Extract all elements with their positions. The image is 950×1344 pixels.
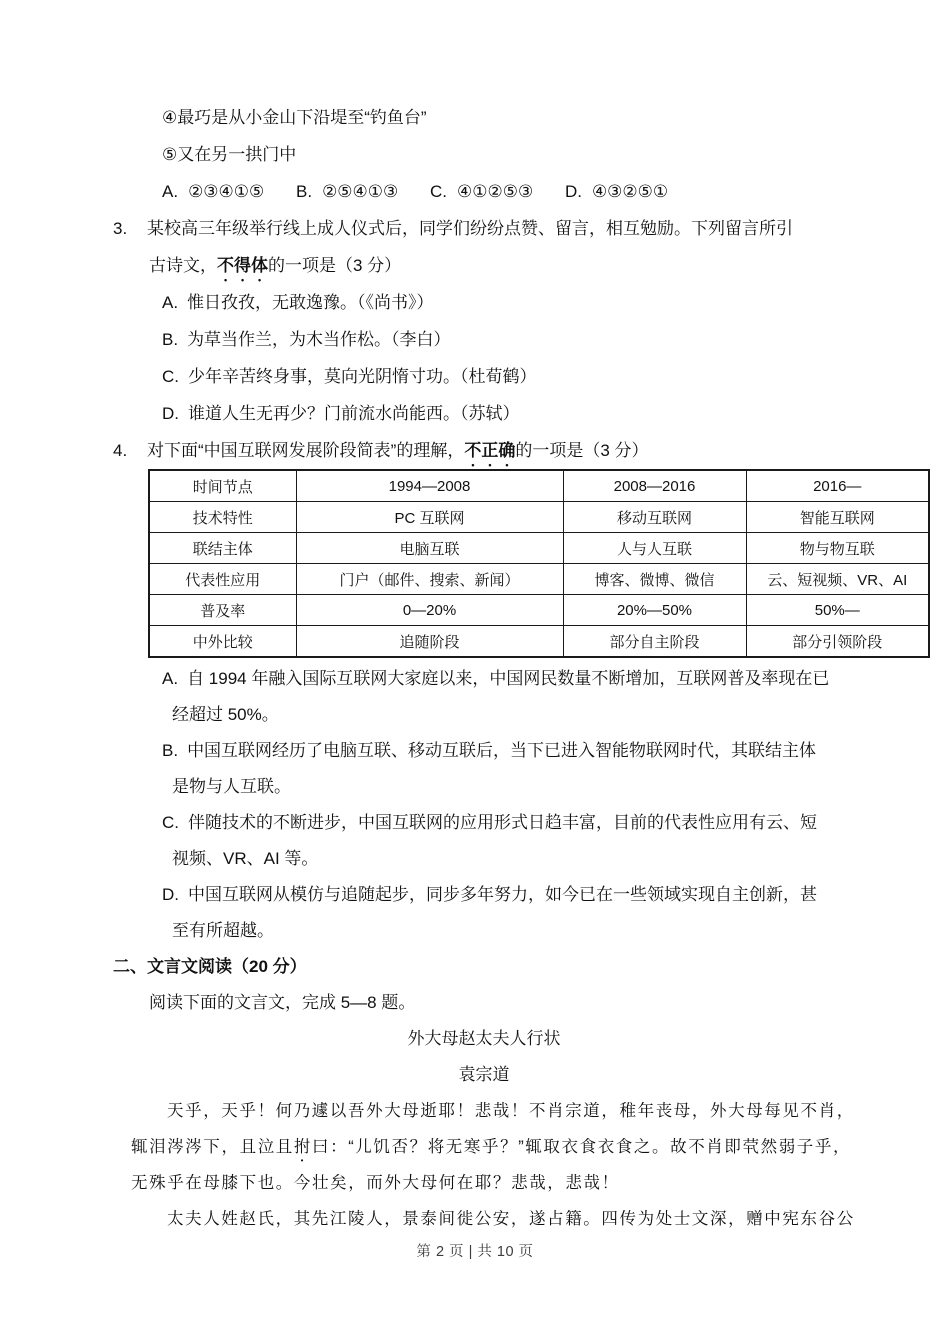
q3-option-c-text: 少年辛苦终身事，莫向光阴惰寸功。（杜荀鹤） — [188, 367, 537, 386]
table-cell: 电脑互联 — [296, 533, 563, 564]
q3-stem-text: 某校高三年级举行线上成人仪式后，同学们纷纷点赞、留言，相互勉励。下列留言所引 — [147, 219, 793, 238]
q2-options-row — [113, 173, 855, 210]
q4-option-c-label: C. — [162, 813, 179, 832]
q4-option-c-line1 — [113, 805, 855, 841]
table-row — [149, 502, 929, 533]
lower-section — [113, 661, 855, 1237]
q4-option-a-line2: 经超过 50%。 — [172, 705, 279, 724]
table-cell: 联结主体 — [149, 533, 296, 564]
q3-stem — [113, 210, 855, 247]
q3-stem-emphasis: 不得体 — [217, 256, 268, 275]
q4-stem-post: 的一项是（3 分） — [515, 441, 649, 460]
q3-stem-cont — [113, 247, 855, 284]
q3-option-a — [113, 284, 855, 321]
q2-option-a — [162, 182, 264, 201]
passage-para1-line3: 无殊乎在母膝下也。今壮矣，而外大母何在耶？悲哉，悲哉！ — [131, 1174, 620, 1192]
table-cell: 普及率 — [149, 595, 296, 626]
q4-option-b-text1: 中国互联网经历了电脑互联、移动互联后，当下已进入智能物联网时代，其联结主体 — [187, 741, 817, 760]
q2-option-b — [296, 182, 398, 201]
q2-option-a-value: ②③④①⑤ — [188, 182, 265, 201]
q4-stem-pre: 对下面“中国互联网发展阶段简表”的理解， — [147, 441, 465, 460]
q3-option-b-text: 为草当作兰，为木当作松。（李白） — [187, 330, 451, 349]
passage-para1-line2-post: 曰：“儿饥否？将无寒乎？”辄取衣食衣食之。故不肖即茕然弱子乎， — [312, 1138, 852, 1156]
table-cell: 门户（邮件、搜索、新闻） — [296, 564, 563, 595]
q4-option-b-line2: 是物与人互联。 — [172, 777, 291, 796]
table-cell: 1994—2008 — [296, 470, 563, 502]
q4-stem-emphasis: 不正确 — [464, 441, 516, 460]
q3-option-b-label: B. — [162, 330, 179, 349]
table-cell: 2008—2016 — [563, 470, 746, 502]
q3-stem-cont-post: 的一项是（3 分） — [268, 256, 402, 275]
passage-para1-line2-emphasis: 拊 — [293, 1138, 313, 1156]
q4-option-a-label: A. — [162, 669, 179, 688]
passage-para1-line2-pre: 辄泪涔涔下，且泣且 — [131, 1138, 294, 1156]
q2-option-c-label: C. — [430, 182, 447, 201]
q4-option-d-text1: 中国互联网从模仿与追随起步，同步多年努力，如今已在一些领域实现自主创新，甚 — [188, 885, 817, 904]
table-row — [149, 564, 929, 595]
table-row — [149, 595, 929, 626]
q3-option-c — [113, 358, 855, 395]
q3-option-d-text: 谁道人生无再少？门前流水尚能西。（苏轼） — [188, 404, 520, 423]
table-cell: 追随阶段 — [296, 626, 563, 658]
classical-passage — [113, 1093, 855, 1237]
table-cell: 人与人互联 — [563, 533, 746, 564]
q3-option-d — [113, 395, 855, 432]
passage-para1-line2 — [113, 1129, 855, 1165]
q3-number: 3. — [113, 219, 128, 238]
q4-option-d-line2: 至有所超越。 — [172, 921, 274, 940]
table-cell: 2016— — [746, 470, 929, 502]
table-cell: 部分引领阶段 — [746, 626, 929, 658]
table-cell: 中外比较 — [149, 626, 296, 658]
q3-option-b — [113, 321, 855, 358]
table-cell: PC 互联网 — [296, 502, 563, 533]
q3-option-c-label: C. — [162, 367, 179, 386]
q2-option-b-label: B. — [296, 182, 313, 201]
table-cell: 智能互联网 — [746, 502, 929, 533]
q4-option-b-line1 — [113, 733, 855, 769]
q3-option-a-text: 惟日孜孜，无敢逸豫。（《尚书》） — [187, 293, 434, 312]
table-cell: 20%—50% — [563, 595, 746, 626]
internet-stage-table — [148, 469, 930, 658]
q4-option-d-line1 — [113, 877, 855, 913]
page-footer: 第 2 页 | 共 10 页 — [416, 1244, 534, 1260]
passage-para2-line1: 太夫人姓赵氏，其先江陵人，景泰间徙公安，遂占籍。四传为处士文深，赠中宪东谷公 — [167, 1210, 855, 1228]
table-cell: 云、短视频、VR、AI — [746, 564, 929, 595]
q4-option-c-text1: 伴随技术的不断进步，中国互联网的应用形式日趋丰富，目前的代表性应用有云、短 — [188, 813, 817, 832]
table-cell: 代表性应用 — [149, 564, 296, 595]
passage-title: 外大母赵太夫人行状 — [407, 1029, 561, 1048]
q2-option-c-value: ④①②⑤③ — [457, 182, 534, 201]
passage-para1-line1: 天乎，天乎！何乃遽以吾外大母逝耶！悲哉！不肖宗道，稚年丧母，外大母每见不肖， — [167, 1102, 855, 1120]
q2-item-4: ④最巧是从小金山下沿堤至“钓鱼台” — [162, 108, 427, 127]
q2-option-a-label: A. — [162, 182, 179, 201]
q4-option-d-label: D. — [162, 885, 179, 904]
passage-author: 袁宗道 — [458, 1065, 510, 1084]
table-cell: 移动互联网 — [563, 502, 746, 533]
q2-option-d — [565, 182, 668, 201]
table-row — [149, 533, 929, 564]
table-cell: 时间节点 — [149, 470, 296, 502]
table-cell: 0—20% — [296, 595, 563, 626]
q4-stem — [113, 432, 855, 469]
table-cell: 技术特性 — [149, 502, 296, 533]
table-cell: 博客、微博、微信 — [563, 564, 746, 595]
section-2-intro: 阅读下面的文言文，完成 5—8 题。 — [149, 993, 416, 1012]
table-cell: 50%— — [746, 595, 929, 626]
q2-option-b-value: ②⑤④①③ — [322, 182, 399, 201]
q2-option-d-value: ④③②⑤① — [591, 182, 669, 201]
q3-option-d-label: D. — [162, 404, 179, 423]
table-row — [149, 470, 929, 502]
q4-number: 4. — [113, 441, 128, 460]
table-cell: 物与物互联 — [746, 533, 929, 564]
q2-item-5: ⑤又在另一拱门中 — [162, 145, 297, 164]
q4-option-a-line1 — [113, 661, 855, 697]
table-cell: 部分自主阶段 — [563, 626, 746, 658]
q4-option-a-text1: 自 1994 年融入国际互联网大家庭以来，中国网民数量不断增加，互联网普及率现在已 — [187, 669, 830, 688]
table-row — [149, 626, 929, 658]
q3-option-a-label: A. — [162, 293, 179, 312]
q4-option-b-label: B. — [162, 741, 179, 760]
q3-stem-cont-pre: 古诗文， — [149, 256, 217, 275]
q4-option-c-line2: 视频、VR、AI 等。 — [172, 849, 319, 868]
q2-option-c — [430, 182, 533, 201]
q2-option-d-label: D. — [564, 182, 582, 201]
section-2-heading: 二、文言文阅读（20 分） — [113, 957, 307, 976]
